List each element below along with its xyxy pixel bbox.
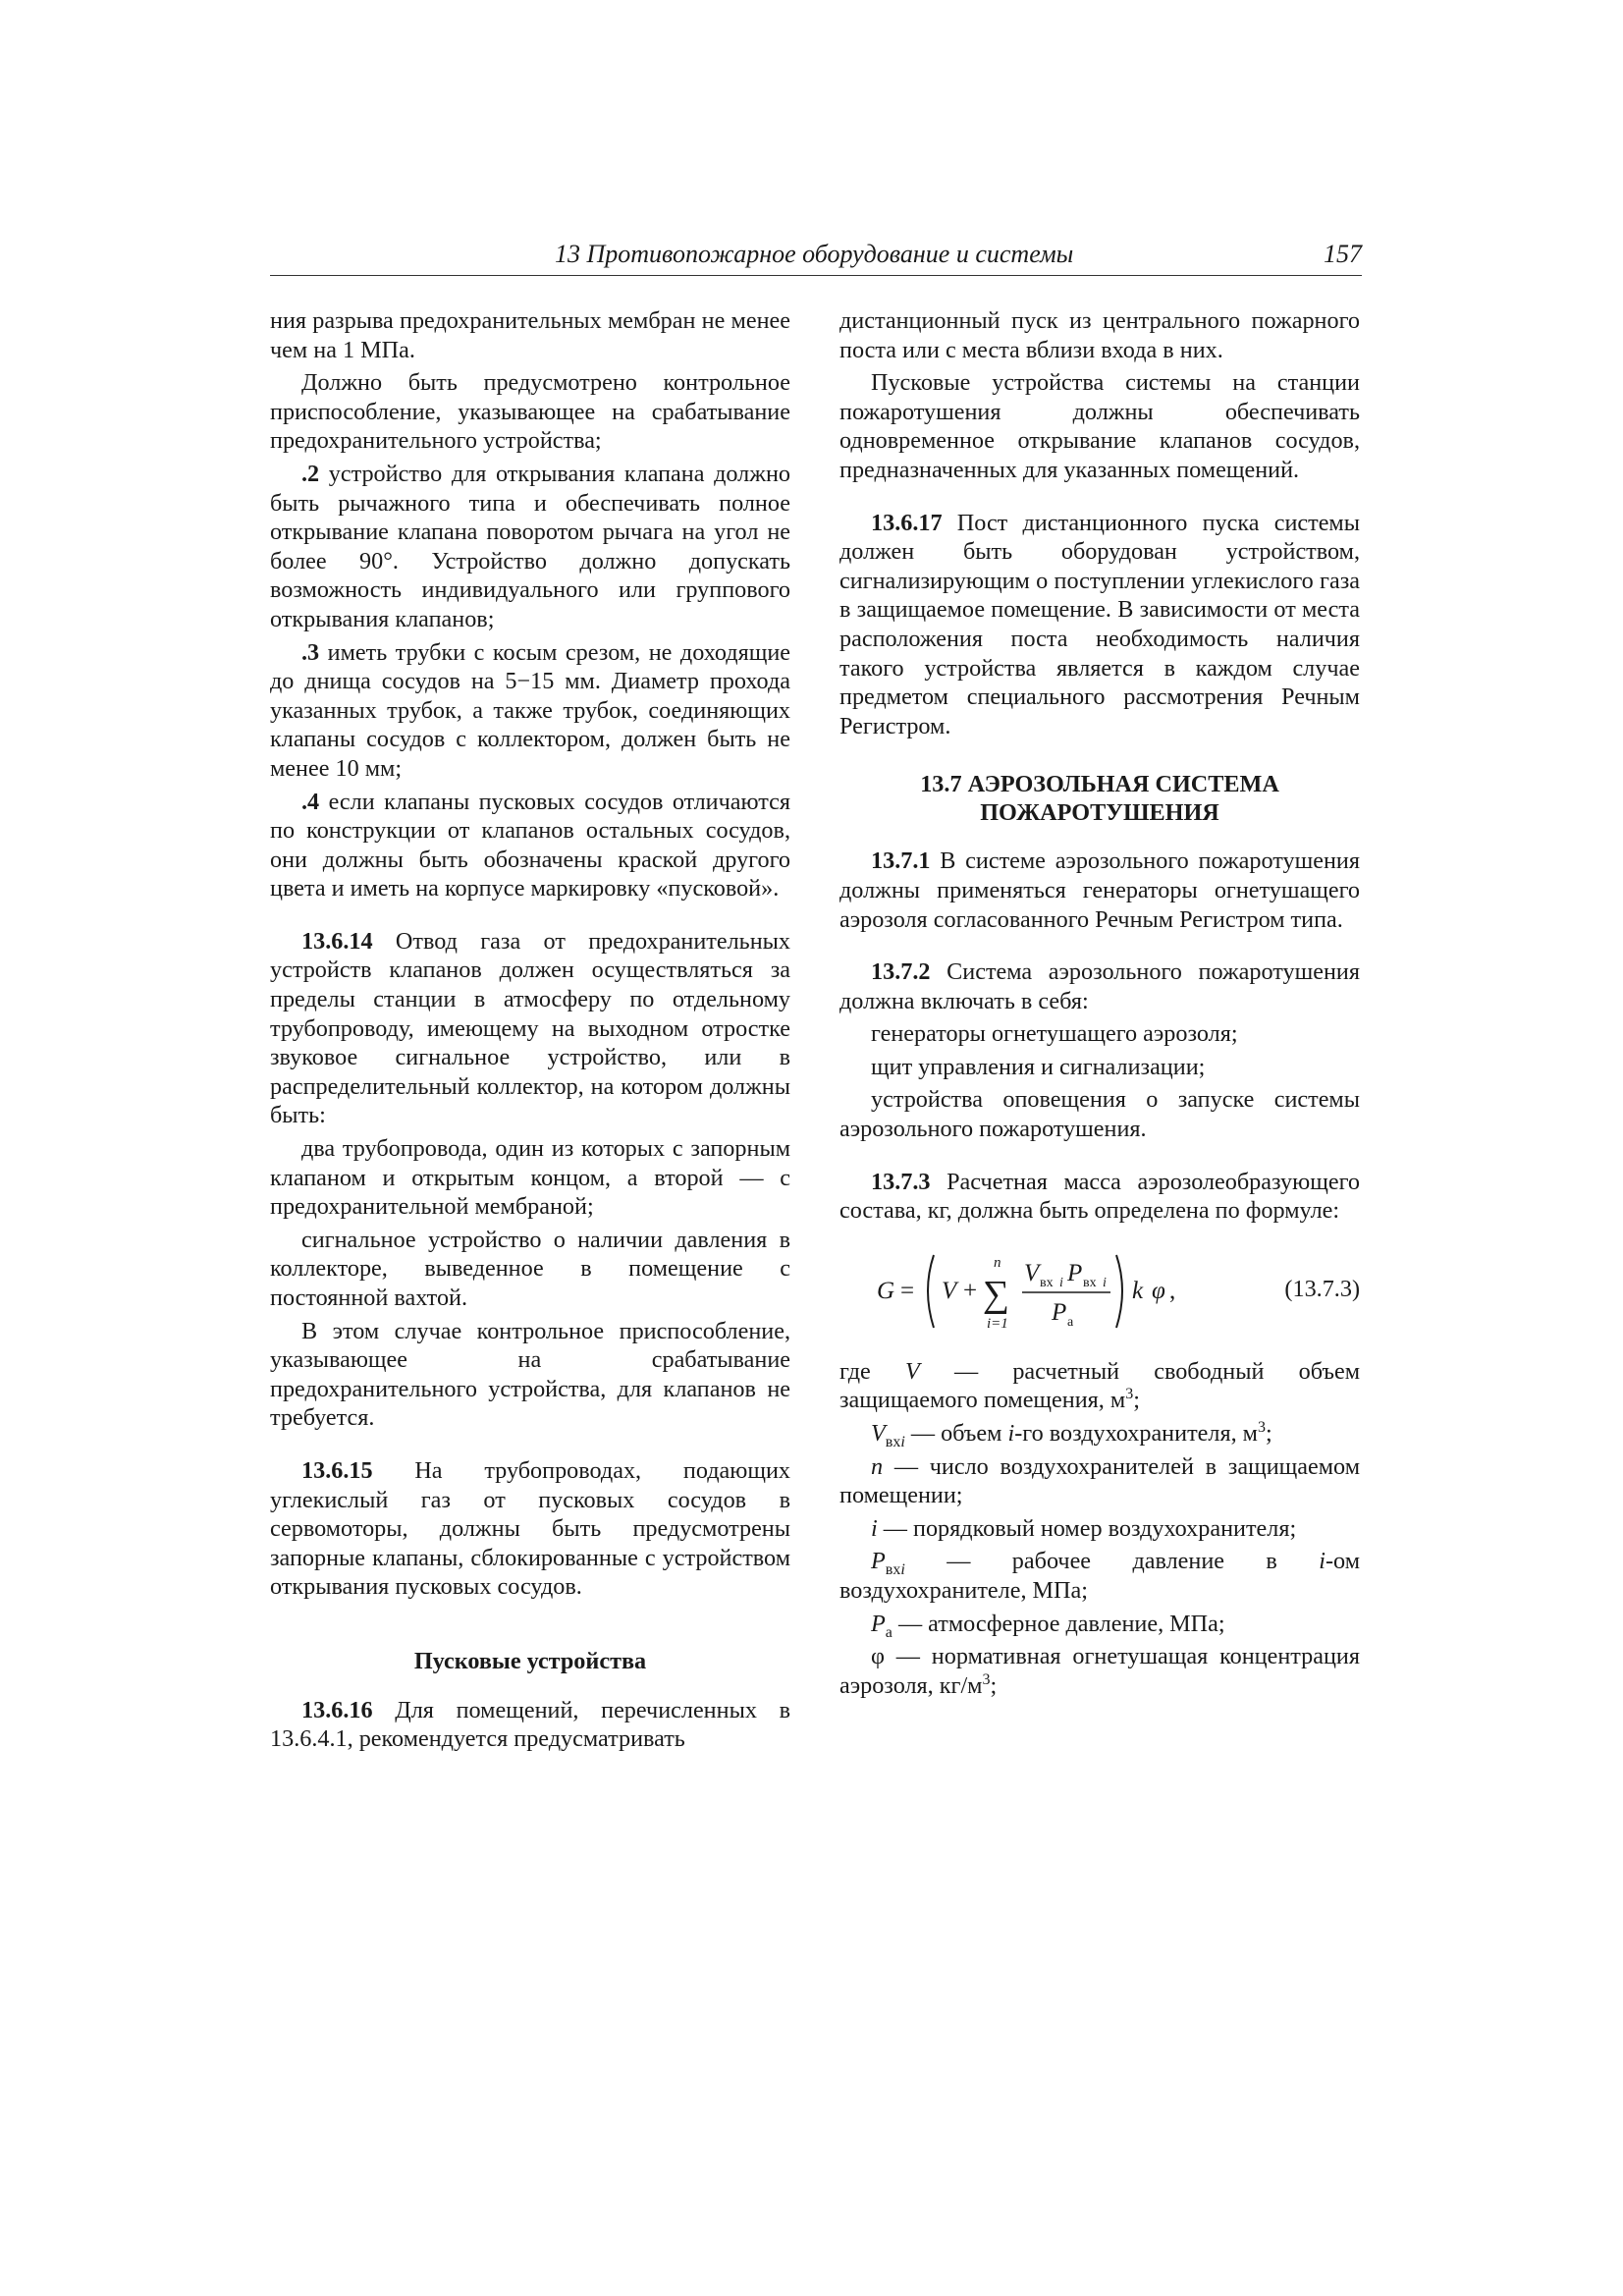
formula-num-sub2-i: i (1103, 1275, 1107, 1290)
clause-13-6-17: 13.6.17 Пост дистанционного пуска системы должен быть оборудован устройством, сигнализирующим о поступлении углекислого газа в защищаемое помещение. В зависимости от места расположения поста необходимость наличия такого устройства является в каждом случае предметом специального рассмотрения Речным Регистром. (839, 509, 1360, 739)
formula-plus: + (963, 1277, 978, 1304)
where-item: $P_{вхi}$ — рабочее давление в i-ом воздухохранителе, МПа; (839, 1548, 1360, 1604)
list-item: генераторы огнетушащего аэрозоля; (871, 1020, 1238, 1048)
left-paren (928, 1255, 934, 1328)
where-item: $P_а$ — атмосферное давление, МПа; (871, 1610, 1225, 1641)
list-item: щит управления и сигнализации; (871, 1053, 1206, 1080)
left-column (270, 306, 790, 1754)
clause-13-6-14: 13.6.14 Отвод газа от предохранительных устройств клапанов должен осуществляться за пределы станции в атмосферу по отдельному трубопроводу, имеющему на выходном отростке звуковое сигнальное устройство, или в распределительный коллектор, на котором должны быть: (270, 927, 790, 1129)
list-item: .2 устройство для открывания клапана должно быть рычажного типа и обеспечивать полное открывание клапана поворотом рычага на угол не более 90°. Устройство должно допускать возможность индивидуального или группового открывания клапанов; (270, 460, 790, 632)
where-item: n — число воздухохранителей в защищаемом помещении; (839, 1452, 1360, 1509)
clause-13-7-3: 13.7.3 Расчетная масса аэрозолеобразующего состава, кг, должна быть определена по формуле: (839, 1168, 1360, 1225)
formula-graphic (839, 1233, 1252, 1349)
where-item: φ — нормативная огнетушащая концентрация аэрозоля, $кг/м^3$; (839, 1643, 1360, 1699)
formula-sum-bottom: i=1 (987, 1315, 1008, 1332)
chapter-title: 13 Противопожарное оборудование и системы (555, 240, 1074, 268)
paragraph: В этом случае контрольное приспособление, указывающее на срабатывание предохранительного устройства, для клапанов не требуется. (270, 1317, 790, 1432)
page-number: 157 (1324, 240, 1362, 268)
where-item: $V_{вхi}$ — объем i-го воздухохранителя, $м^3$; (871, 1418, 1272, 1450)
where-item: i — порядковый номер воздухохранителя; (871, 1514, 1297, 1542)
running-header (270, 240, 1362, 276)
formula-den-P: P (1052, 1298, 1067, 1326)
subheading: Пусковые устройства (413, 1647, 647, 1674)
section-title: 13.7 АЭРОЗОЛЬНАЯ СИСТЕМА ПОЖАРОТУШЕНИЯ (920, 771, 1279, 827)
where-item: где V — расчетный свободный объем защищаемого помещения, $м^3$; (839, 1357, 1360, 1414)
formula-phi: φ (1152, 1277, 1165, 1304)
formula-sum-top: n (994, 1254, 1001, 1271)
formula-num-sub: вх (1040, 1275, 1054, 1290)
clause-13-7-1: 13.7.1 В системе аэрозольного пожаротушения должны применяться генераторы огнетушащего аэрозоля согласованного Речным Регистром типа. (839, 847, 1360, 933)
formula-num-P: P (1067, 1259, 1083, 1286)
paragraph: дистанционный пуск из центрального пожарного поста или с места вблизи входа в них. (839, 307, 1360, 363)
formula-comma: , (1169, 1277, 1176, 1304)
formula-k: k (1132, 1277, 1144, 1304)
clause-13-6-16: 13.6.16 Для помещений, перечисленных в 13.6.4.1, рекомендуется предусматривать (270, 1696, 790, 1753)
list-item: .4 если клапаны пусковых сосудов отличаются по конструкции от клапанов остальных сосудов, они должны быть обозначены краской другого цвета и иметь на корпусе маркировку «пусковой». (270, 788, 790, 902)
formula-num-V: V (1024, 1259, 1040, 1286)
formula-V: V (942, 1277, 957, 1304)
formula-den-sub: а (1067, 1314, 1074, 1330)
formula-num-sub-i: i (1059, 1275, 1063, 1290)
clause-13-7-2: 13.7.2 Система аэрозольного пожаротушения должна включать в себя: (839, 958, 1360, 1014)
paragraph: ния разрыва предохранительных мембран не менее чем на 1 МПа. (270, 307, 790, 363)
right-paren (1116, 1255, 1122, 1328)
paragraph: Должно быть предусмотрено контрольное приспособление, указывающее на срабатывание предохранительного устройства; (270, 369, 790, 455)
clause-13-6-15: 13.6.15 На трубопроводах, подающих углекислый газ от пусковых сосудов в сервомоторы, должны быть предусмотрены запорные клапаны, сблокированные с устройством открывания пусковых сосудов. (270, 1456, 790, 1601)
paragraph: Пусковые устройства системы на станции пожаротушения должны обеспечивать одновременное открывание клапанов сосудов, предназначенных для указанных помещений. (839, 369, 1360, 483)
formula-G: G (877, 1277, 895, 1304)
formula-number: (13.7.3) (1284, 1275, 1360, 1302)
paragraph: сигнальное устройство о наличии давления в коллекторе, выведенное в помещение с постоянной вахтой. (270, 1226, 790, 1311)
formula-13-7-3 (839, 1233, 1360, 1349)
formula-num-sub2: вх (1083, 1275, 1097, 1290)
right-column (839, 306, 1360, 1700)
list-item: .3 иметь трубки с косым срезом, не доходящие до днища сосудов на 5−15 мм. Диаметр прохода указанных трубок, а также трубок, соединяющих клапаны сосудов с коллектором, должен быть не менее 10 мм; (270, 638, 790, 782)
list-item: устройства оповещения о запуске системы аэрозольного пожаротушения. (839, 1086, 1360, 1143)
formula-sum: ∑ (983, 1273, 1010, 1315)
paragraph: два трубопровода, один из которых с запорным клапаном и открытым концом, а второй — с предохранительной мембраной; (270, 1135, 790, 1221)
formula-equals: = (900, 1277, 915, 1304)
